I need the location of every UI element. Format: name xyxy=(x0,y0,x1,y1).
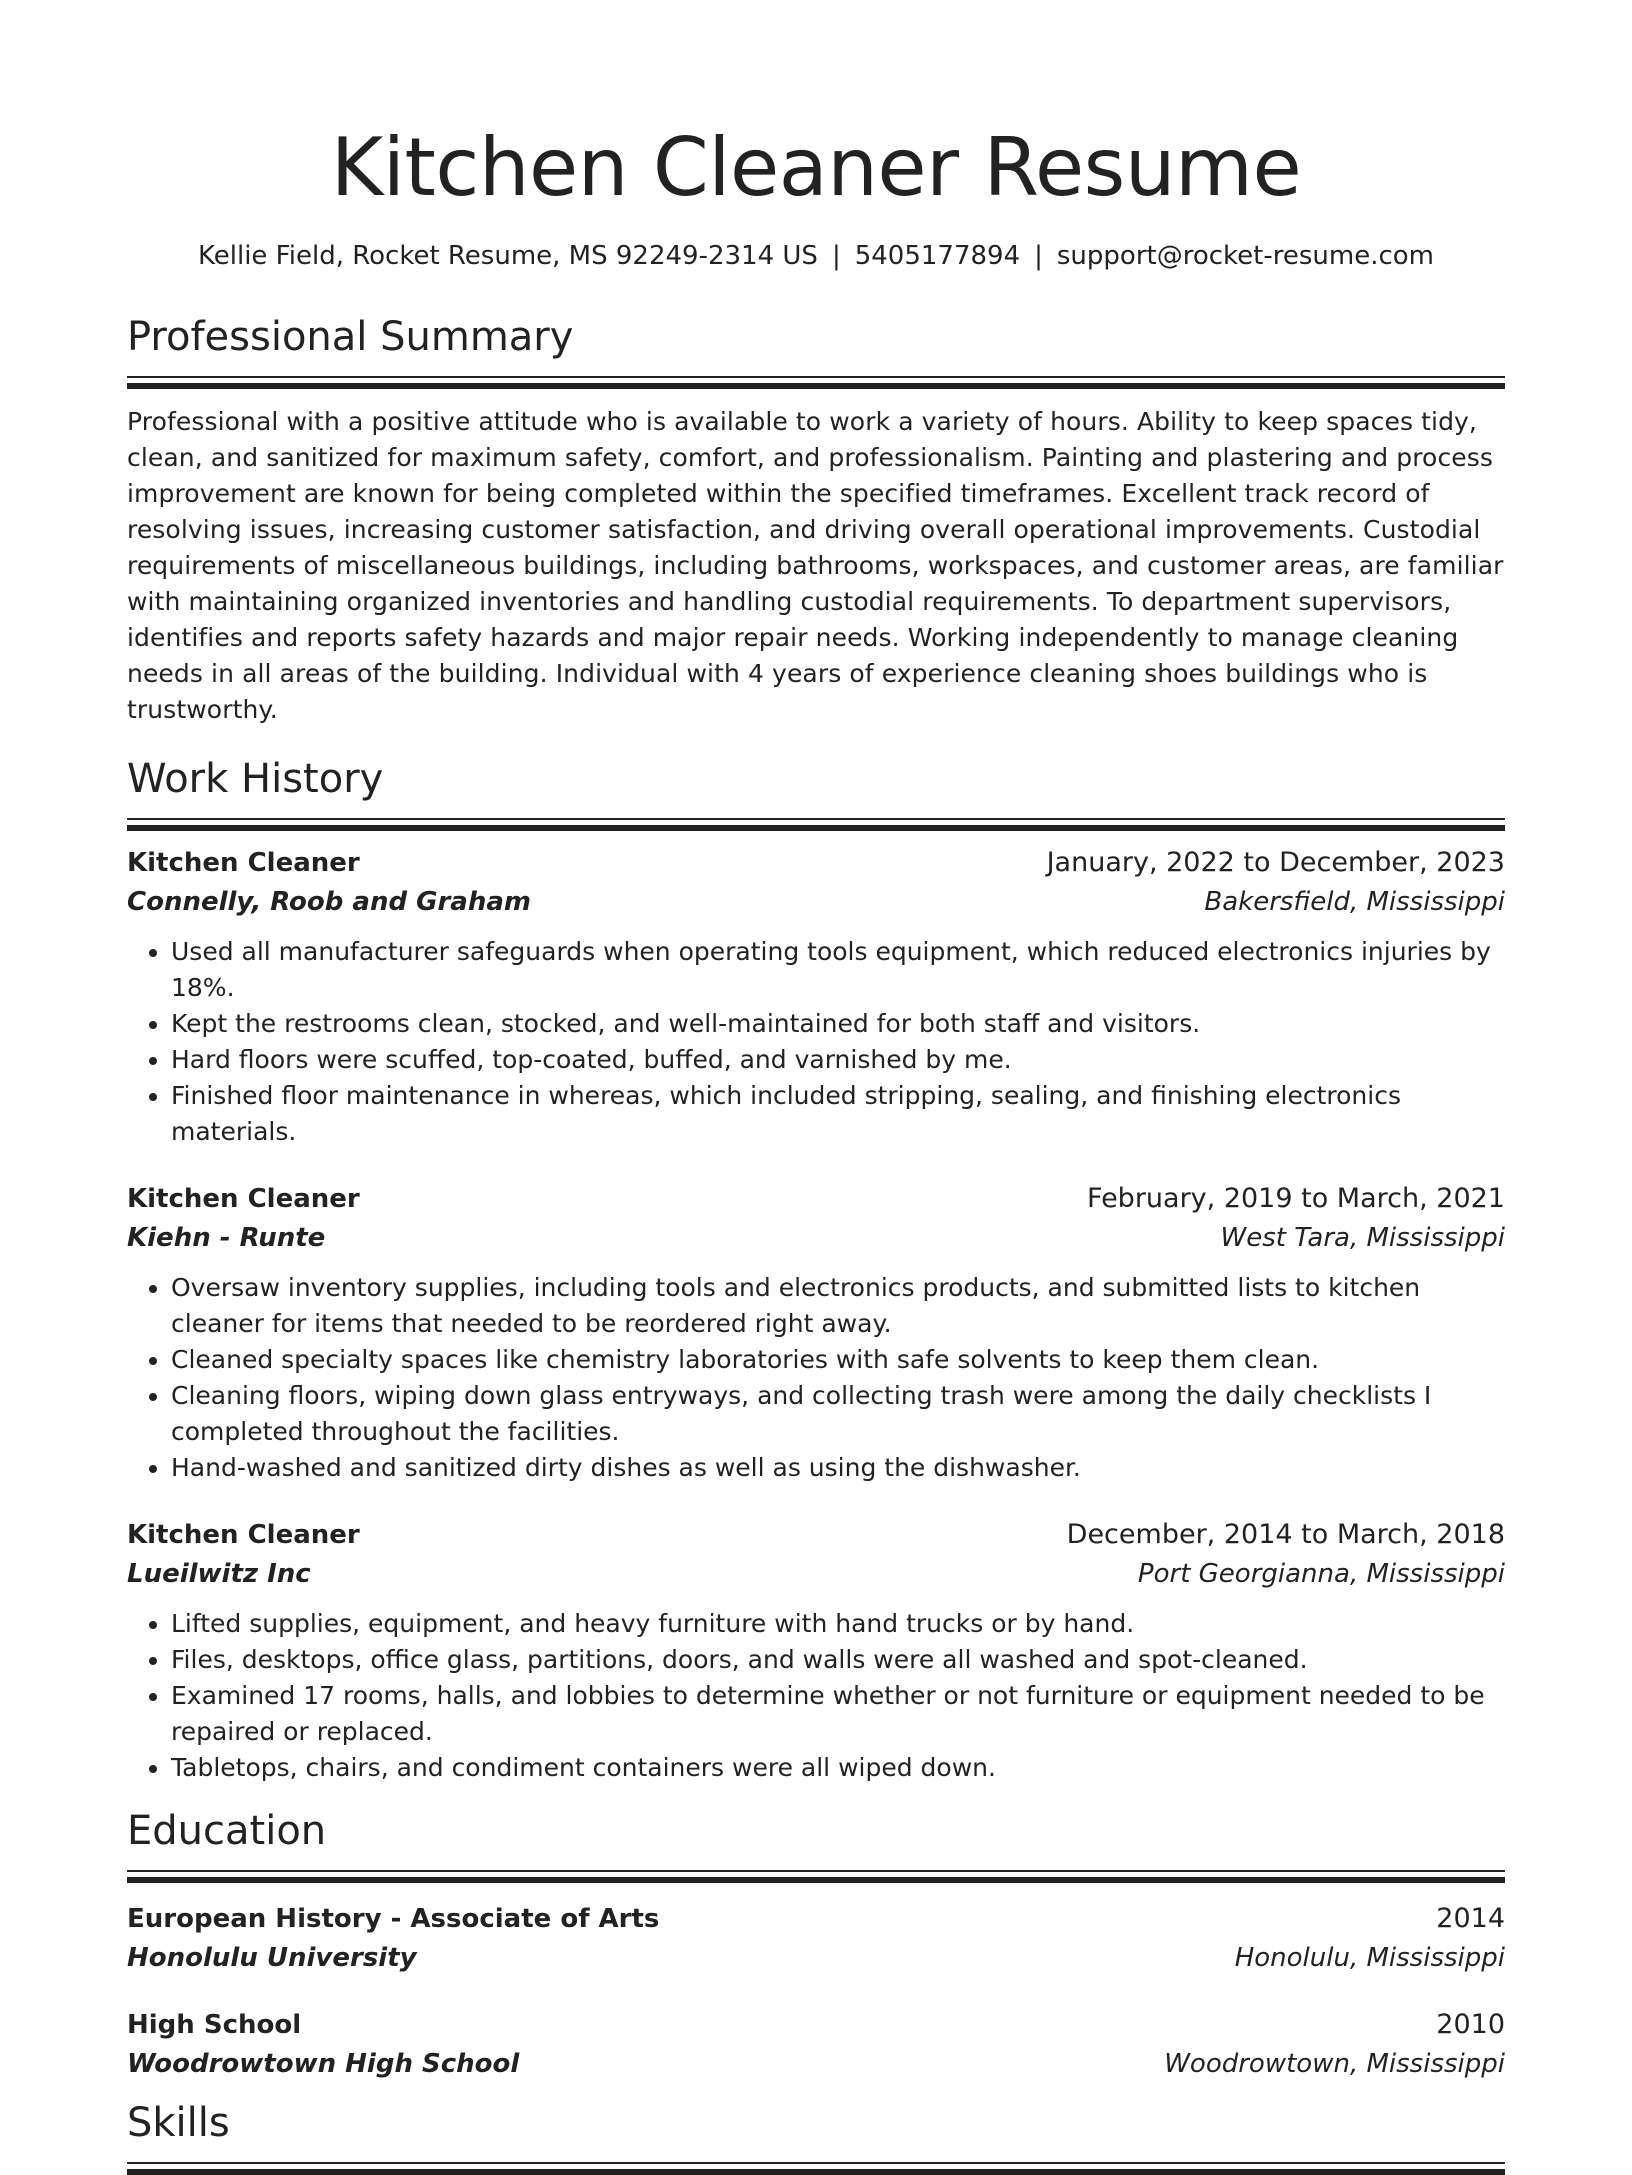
job-location: Bakersfield, Mississippi xyxy=(1204,887,1505,917)
resume-title: Kitchen Cleaner Resume xyxy=(330,121,1302,214)
job-location: West Tara, Mississippi xyxy=(1220,1223,1505,1253)
job-title: Kitchen Cleaner xyxy=(127,1184,360,1214)
section-heading: Education xyxy=(127,1808,327,1854)
job-duty: • Finished floor maintenance in whereas, which included stripping, sealing, and finishing electronics materials. xyxy=(171,1078,1505,1150)
job-entry xyxy=(127,844,1505,1150)
job-duty: • Cleaned specialty spaces like chemistry laboratories with safe solvents to keep them clean. xyxy=(171,1342,1505,1378)
section-education xyxy=(127,1806,1505,2084)
job-title: Kitchen Cleaner xyxy=(127,1520,360,1550)
section-divider xyxy=(127,818,1505,830)
section-work-history xyxy=(127,754,1505,1786)
section-divider xyxy=(127,1870,1505,1882)
job-duty: • Lifted supplies, equipment, and heavy furniture with hand trucks or by hand. xyxy=(171,1606,1505,1642)
section-skills xyxy=(127,2098,1505,2174)
job-location: Port Georgianna, Mississippi xyxy=(1137,1559,1505,1589)
summary-text: Professional with a positive attitude who is available to work a variety of hours. Ability to keep spaces tidy, clean, and sanitized for maximum safety, comfort, and professionalism. Painting and plastering and process improvement are known for being completed within the specified timeframes. Excellent track record of resolving issues, increasing customer satisfaction, and driving overall operational improvements. Custodial requirements of miscellaneous buildings, including bathrooms, workspaces, and customer areas, are familiar with maintaining organized inventories and handling custodial requirements. To department supervisors, identifies and reports safety hazards and major repair needs. Working independently to manage cleaning needs in all areas of the building. Individual with 4 years of experience cleaning shoes buildings who is trustworthy. xyxy=(127,407,1504,724)
job-dates: February, 2019 to March, 2021 xyxy=(1087,1183,1505,1214)
education-location: Woodrowtown, Mississippi xyxy=(1164,2049,1505,2079)
job-company: Connelly, Roob and Graham xyxy=(127,887,531,917)
job-entry xyxy=(127,1180,1505,1486)
section-heading: Work History xyxy=(127,756,384,802)
contact-separator: | xyxy=(1034,241,1043,271)
section-divider xyxy=(127,376,1505,388)
job-duties-list xyxy=(127,934,1505,1150)
job-company: Lueilwitz Inc xyxy=(127,1559,311,1589)
contact-address: Kellie Field, Rocket Resume, MS 92249-2314 US xyxy=(198,241,818,271)
job-duty: • Examined 17 rooms, halls, and lobbies to determine whether or not furniture or equipment needed to be repaired or replaced. xyxy=(171,1678,1505,1750)
job-duties-list xyxy=(127,1606,1505,1786)
job-duty: • Kept the restrooms clean, stocked, and well-maintained for both staff and visitors. xyxy=(171,1006,1505,1042)
job-title: Kitchen Cleaner xyxy=(127,848,360,878)
education-entry xyxy=(127,1900,1505,1978)
section-heading: Skills xyxy=(127,2100,230,2146)
education-degree: European History - Associate of Arts xyxy=(127,1904,660,1934)
job-duty: • Cleaning floors, wiping down glass entryways, and collecting trash were among the daily checklists I completed throughout the facilities. xyxy=(171,1378,1505,1450)
job-duties-list xyxy=(127,1270,1505,1486)
job-company: Kiehn - Runte xyxy=(127,1223,326,1253)
job-duty: • Tabletops, chairs, and condiment containers were all wiped down. xyxy=(171,1750,1505,1786)
contact-line xyxy=(127,238,1505,274)
section-heading: Professional Summary xyxy=(127,314,574,360)
education-entry xyxy=(127,2006,1505,2084)
job-duty: • Hard floors were scuffed, top-coated, buffed, and varnished by me. xyxy=(171,1042,1505,1078)
section-professional-summary xyxy=(127,312,1505,728)
education-location: Honolulu, Mississippi xyxy=(1234,1943,1505,1973)
education-degree: High School xyxy=(127,2010,302,2040)
job-duty: • Hand-washed and sanitized dirty dishes as well as using the dishwasher. xyxy=(171,1450,1505,1486)
education-year: 2014 xyxy=(1436,1903,1505,1934)
education-school: Woodrowtown High School xyxy=(127,2049,520,2079)
contact-separator: | xyxy=(831,241,841,271)
job-duty: • Used all manufacturer safeguards when operating tools equipment, which reduced electronics injuries by 18%. xyxy=(171,934,1505,1006)
education-school: Honolulu University xyxy=(127,1943,417,1973)
job-dates: December, 2014 to March, 2018 xyxy=(1066,1519,1505,1550)
contact-email: support@rocket-resume.com xyxy=(1056,241,1434,271)
job-duty: • Files, desktops, office glass, partitions, doors, and walls were all washed and spot-cleaned. xyxy=(171,1642,1505,1678)
contact-phone: 5405177894 xyxy=(854,241,1021,271)
job-duty: • Oversaw inventory supplies, including tools and electronics products, and submitted lists to kitchen cleaner for items that needed to be reordered right away. xyxy=(171,1270,1505,1342)
section-divider xyxy=(127,2162,1505,2174)
education-year: 2010 xyxy=(1436,2009,1505,2040)
job-entry xyxy=(127,1516,1505,1786)
job-dates: January, 2022 to December, 2023 xyxy=(1046,847,1505,878)
